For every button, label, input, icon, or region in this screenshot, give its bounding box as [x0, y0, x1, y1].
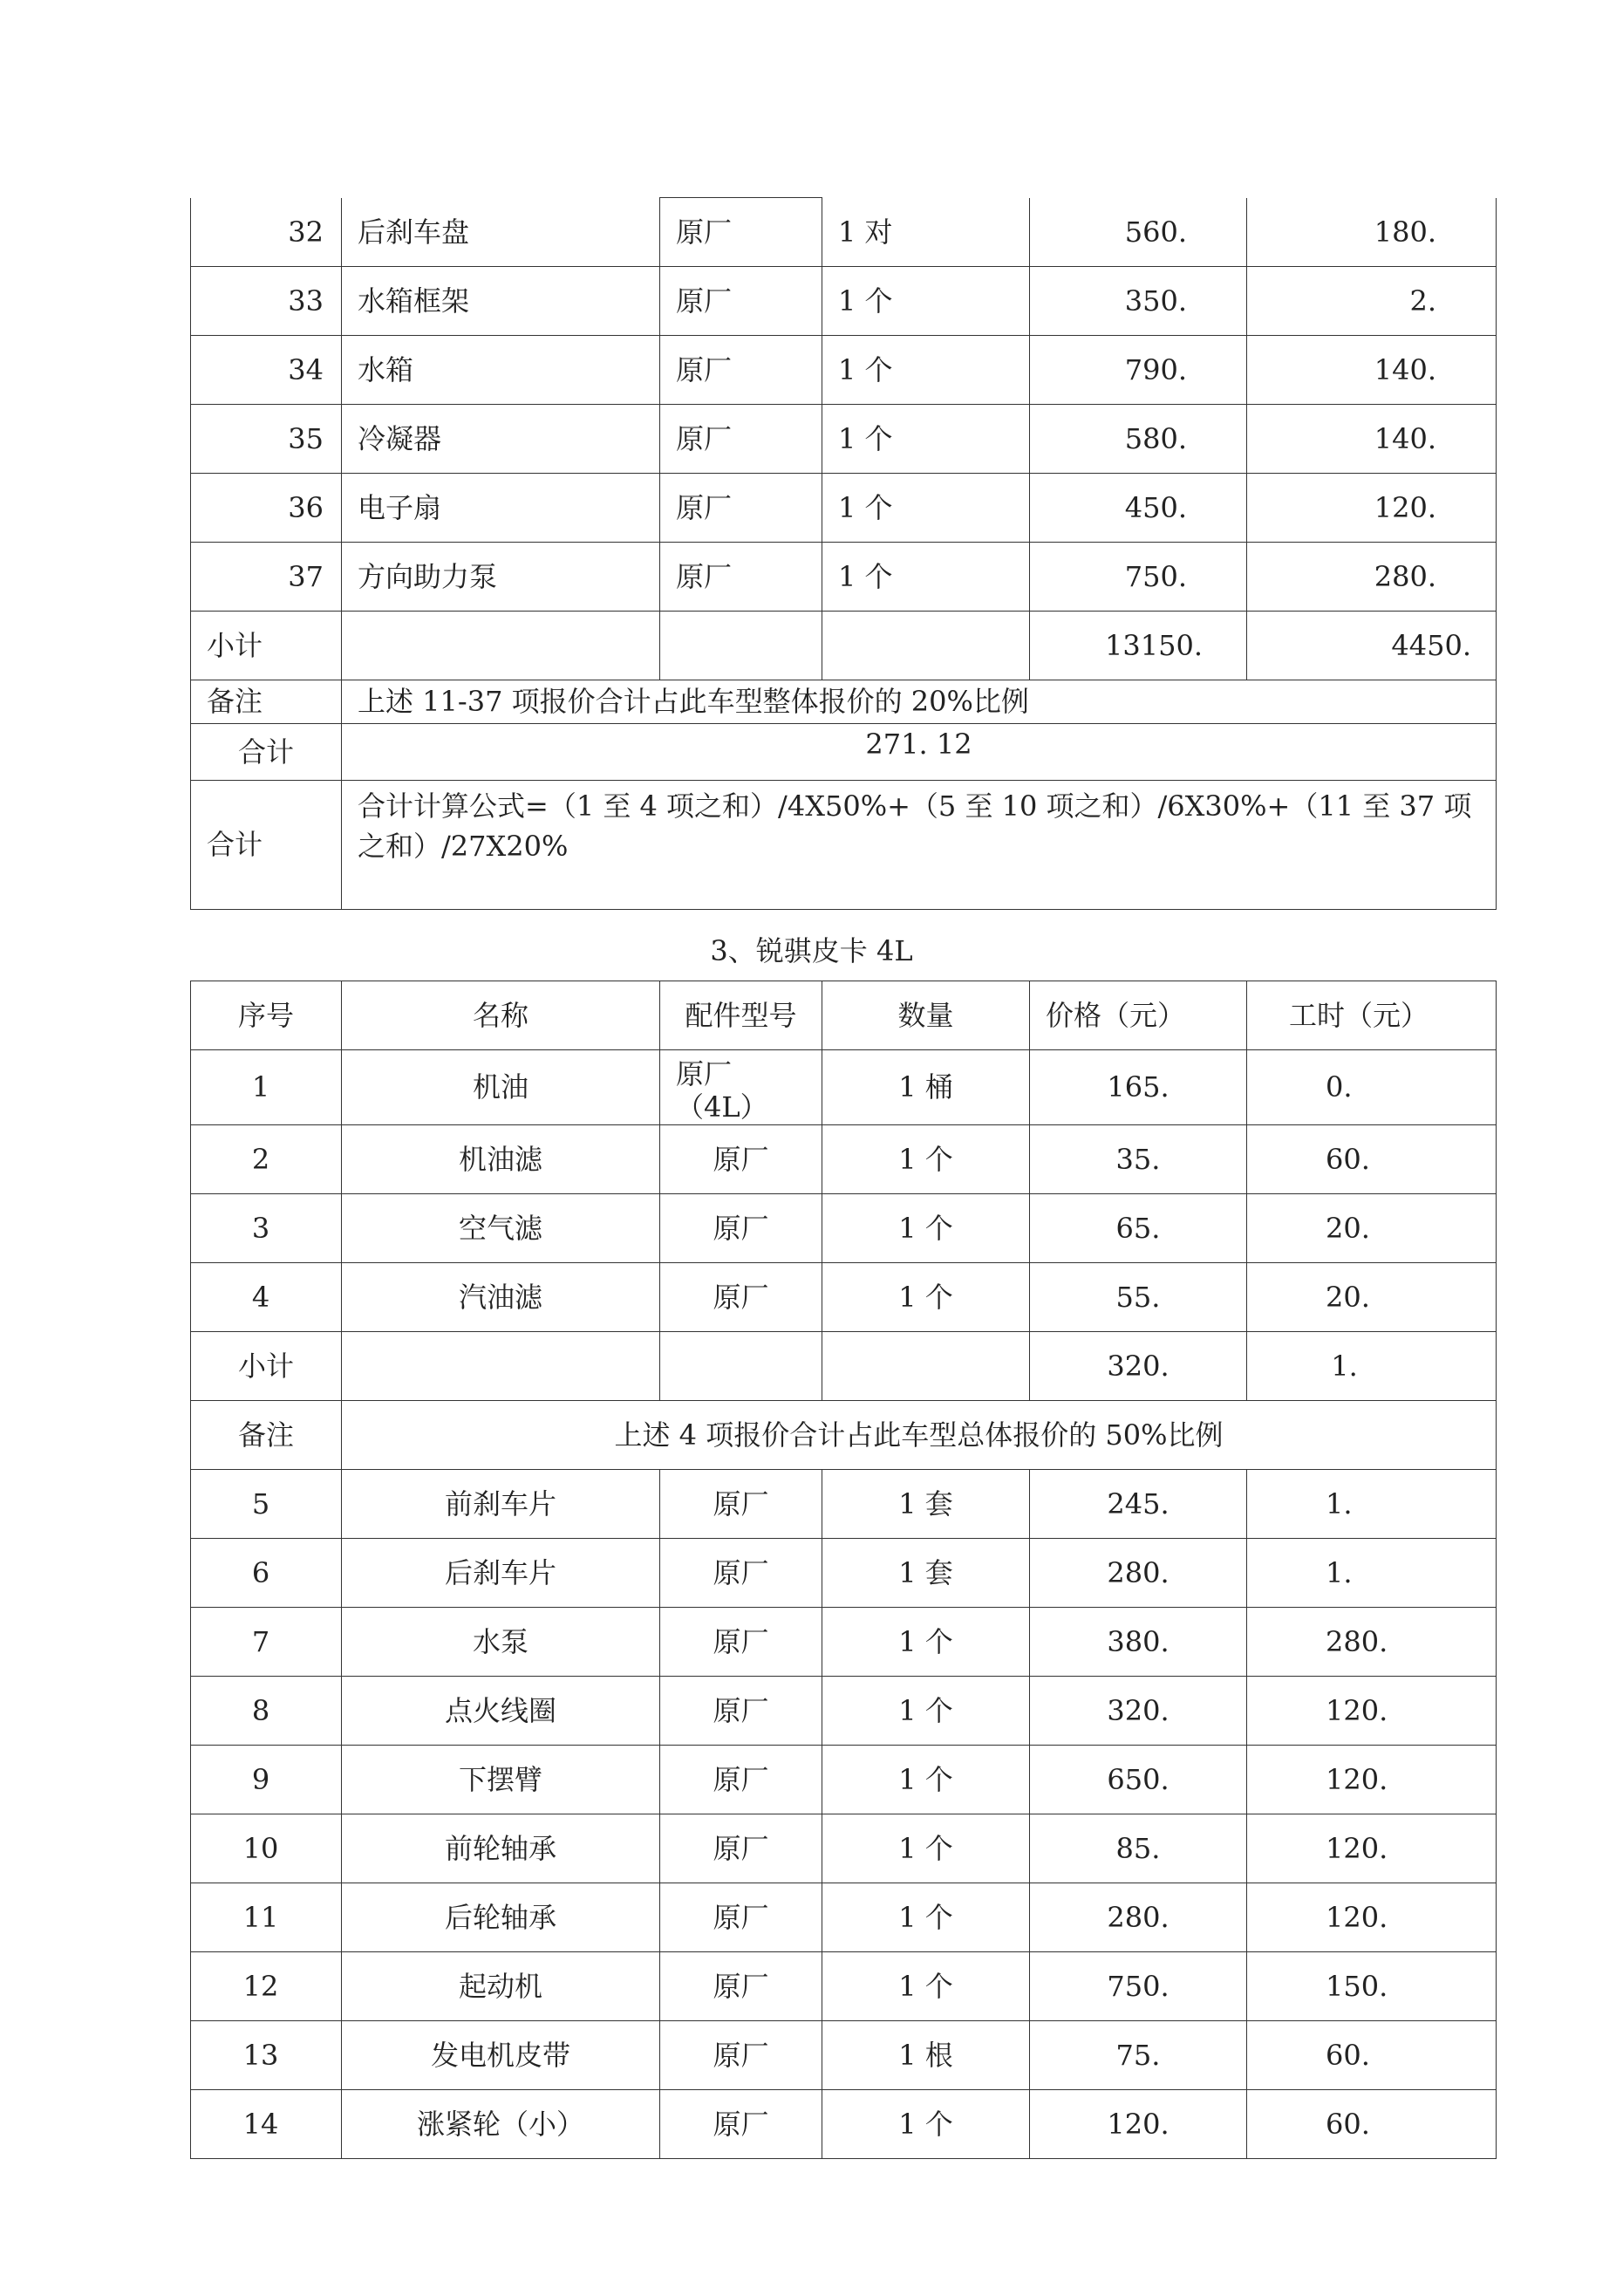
part-qty: 1 个 — [822, 543, 1030, 612]
part-qty: 1 个 — [822, 1814, 1030, 1883]
part-name: 汽油滤 — [342, 1262, 660, 1331]
part-name: 电子扇 — [342, 474, 660, 543]
part-qty: 1 套 — [822, 1538, 1030, 1607]
row-number: 33 — [191, 267, 342, 336]
part-price: 350. — [1030, 267, 1247, 336]
note-row — [191, 1400, 1497, 1469]
part-name: 发电机皮带 — [342, 2020, 660, 2089]
part-labor: 60. — [1247, 1124, 1497, 1193]
note-text: 上述 4 项报价合计占此车型总体报价的 50%比例 — [342, 1400, 1497, 1469]
subtotal-label: 小计 — [191, 612, 342, 680]
row-number: 5 — [191, 1469, 342, 1538]
part-type: 原厂 — [660, 1676, 822, 1745]
table-row — [191, 1814, 1497, 1883]
part-name: 方向助力泵 — [342, 543, 660, 612]
table-row — [191, 1745, 1497, 1814]
header-type: 配件型号 — [660, 981, 822, 1050]
part-name: 起动机 — [342, 1951, 660, 2020]
table-row — [191, 1883, 1497, 1951]
part-type: 原厂 — [660, 1262, 822, 1331]
part-labor: 1. — [1247, 1538, 1497, 1607]
part-name: 后刹车盘 — [342, 198, 660, 267]
table-row — [191, 198, 1497, 267]
row-number: 10 — [191, 1814, 342, 1883]
part-qty: 1 桶 — [822, 1050, 1030, 1125]
part-qty: 1 根 — [822, 2020, 1030, 2089]
table-row — [191, 2020, 1497, 2089]
part-type: 原厂 — [660, 1607, 822, 1676]
table-row — [191, 543, 1497, 612]
row-number: 7 — [191, 1607, 342, 1676]
part-type: 原厂 — [660, 1745, 822, 1814]
part-labor: 280. — [1247, 1607, 1497, 1676]
part-price: 450. — [1030, 474, 1247, 543]
header-labor: 工时（元） — [1247, 981, 1497, 1050]
part-qty: 1 个 — [822, 474, 1030, 543]
part-labor: 20. — [1247, 1193, 1497, 1262]
part-labor: 140. — [1247, 405, 1497, 474]
part-name: 涨紧轮（小） — [342, 2089, 660, 2158]
part-price: 165. — [1030, 1050, 1247, 1125]
part-qty: 1 个 — [822, 1262, 1030, 1331]
part-type: 原厂 — [660, 1469, 822, 1538]
part-type: 原厂 — [660, 267, 822, 336]
part-type: 原厂 — [660, 1538, 822, 1607]
header-row — [191, 981, 1497, 1050]
part-labor: 120. — [1247, 474, 1497, 543]
table-row — [191, 1050, 1497, 1125]
part-labor: 20. — [1247, 1262, 1497, 1331]
part-labor: 180. — [1247, 198, 1497, 267]
part-price: 75. — [1030, 2020, 1247, 2089]
part-price: 55. — [1030, 1262, 1247, 1331]
total-label: 合计 — [191, 724, 342, 781]
table-row — [191, 1469, 1497, 1538]
parts-table-continued — [190, 197, 1497, 910]
row-number: 37 — [191, 543, 342, 612]
part-qty: 1 个 — [822, 2089, 1030, 2158]
row-number: 32 — [191, 198, 342, 267]
parts-table-ruiqi — [190, 981, 1497, 2159]
total-value: 271. 12 — [342, 724, 1497, 781]
section-title: 3、锐骐皮卡 4L — [710, 934, 913, 967]
part-labor: 2. — [1247, 267, 1497, 336]
part-labor: 0. — [1247, 1050, 1497, 1125]
part-price: 560. — [1030, 198, 1247, 267]
part-name: 前刹车片 — [342, 1469, 660, 1538]
part-qty: 1 对 — [822, 198, 1030, 267]
part-labor: 150. — [1247, 1951, 1497, 2020]
row-number: 3 — [191, 1193, 342, 1262]
subtotal-price: 13150. — [1030, 612, 1247, 680]
part-type: 原厂 — [660, 1951, 822, 2020]
part-qty: 1 个 — [822, 1883, 1030, 1951]
part-type: 原厂 — [660, 2089, 822, 2158]
part-labor: 120. — [1247, 1883, 1497, 1951]
part-type: 原厂 — [660, 543, 822, 612]
part-name: 空气滤 — [342, 1193, 660, 1262]
header-qty: 数量 — [822, 981, 1030, 1050]
part-price: 120. — [1030, 2089, 1247, 2158]
part-price: 580. — [1030, 405, 1247, 474]
part-qty: 1 个 — [822, 1607, 1030, 1676]
formula-row — [191, 781, 1497, 910]
table-row — [191, 1262, 1497, 1331]
part-name: 前轮轴承 — [342, 1814, 660, 1883]
row-number: 35 — [191, 405, 342, 474]
part-price: 790. — [1030, 336, 1247, 405]
part-qty: 1 个 — [822, 267, 1030, 336]
part-labor: 60. — [1247, 2089, 1497, 2158]
note-row — [191, 680, 1497, 724]
part-name: 机油 — [342, 1050, 660, 1125]
part-type: 原厂 — [660, 2020, 822, 2089]
part-type: 原厂 — [660, 474, 822, 543]
row-number: 14 — [191, 2089, 342, 2158]
table-row — [191, 1124, 1497, 1193]
subtotal-row — [191, 612, 1497, 680]
table-row — [191, 267, 1497, 336]
part-price: 280. — [1030, 1883, 1247, 1951]
row-number: 1 — [191, 1050, 342, 1125]
part-name: 水箱 — [342, 336, 660, 405]
formula-text: 合计计算公式=（1 至 4 项之和）/4X50%+（5 至 10 项之和）/6X30%+（11 至 37 项 之和）/27X20% — [342, 781, 1497, 910]
subtotal-labor: 4450. — [1247, 612, 1497, 680]
part-type: 原厂 — [660, 336, 822, 405]
part-qty: 1 个 — [822, 1124, 1030, 1193]
table-row — [191, 1538, 1497, 1607]
part-type: 原厂 — [660, 1124, 822, 1193]
part-price: 380. — [1030, 1607, 1247, 1676]
part-qty: 1 个 — [822, 1745, 1030, 1814]
table-row — [191, 2089, 1497, 2158]
row-number: 36 — [191, 474, 342, 543]
part-type: 原厂 — [660, 1814, 822, 1883]
part-qty: 1 个 — [822, 405, 1030, 474]
part-type: 原厂（4L） — [660, 1050, 822, 1125]
part-price: 35. — [1030, 1124, 1247, 1193]
part-qty: 1 个 — [822, 336, 1030, 405]
row-number: 6 — [191, 1538, 342, 1607]
part-type: 原厂 — [660, 1883, 822, 1951]
row-number: 4 — [191, 1262, 342, 1331]
part-price: 65. — [1030, 1193, 1247, 1262]
part-qty: 1 个 — [822, 1193, 1030, 1262]
table-row — [191, 405, 1497, 474]
part-price: 280. — [1030, 1538, 1247, 1607]
part-qty: 1 套 — [822, 1469, 1030, 1538]
table-row — [191, 1607, 1497, 1676]
part-name: 机油滤 — [342, 1124, 660, 1193]
header-name: 名称 — [342, 981, 660, 1050]
part-type: 原厂 — [660, 1193, 822, 1262]
part-name: 下摆臂 — [342, 1745, 660, 1814]
part-name: 后刹车片 — [342, 1538, 660, 1607]
formula-label: 合计 — [191, 781, 342, 910]
part-name: 后轮轴承 — [342, 1883, 660, 1951]
part-labor: 120. — [1247, 1745, 1497, 1814]
table-row — [191, 336, 1497, 405]
table-row — [191, 474, 1497, 543]
header-price: 价格（元） — [1030, 981, 1247, 1050]
part-labor: 1. — [1247, 1469, 1497, 1538]
table-row — [191, 1676, 1497, 1745]
part-type: 原厂 — [660, 405, 822, 474]
table-row — [191, 1951, 1497, 2020]
part-name: 水泵 — [342, 1607, 660, 1676]
table-row — [191, 1193, 1497, 1262]
header-no: 序号 — [191, 981, 342, 1050]
row-number: 9 — [191, 1745, 342, 1814]
row-number: 13 — [191, 2020, 342, 2089]
subtotal-labor: 1. — [1247, 1331, 1497, 1400]
part-labor: 60. — [1247, 2020, 1497, 2089]
note-label: 备注 — [191, 680, 342, 724]
total-row — [191, 724, 1497, 781]
part-price: 750. — [1030, 1951, 1247, 2020]
part-name: 水箱框架 — [342, 267, 660, 336]
row-number: 34 — [191, 336, 342, 405]
part-type: 原厂 — [660, 198, 822, 267]
part-labor: 280. — [1247, 543, 1497, 612]
subtotal-label: 小计 — [191, 1331, 342, 1400]
subtotal-row — [191, 1331, 1497, 1400]
row-number: 8 — [191, 1676, 342, 1745]
row-number: 11 — [191, 1883, 342, 1951]
part-price: 85. — [1030, 1814, 1247, 1883]
part-price: 320. — [1030, 1676, 1247, 1745]
part-price: 650. — [1030, 1745, 1247, 1814]
part-name: 冷凝器 — [342, 405, 660, 474]
part-qty: 1 个 — [822, 1676, 1030, 1745]
part-labor: 140. — [1247, 336, 1497, 405]
note-text: 上述 11-37 项报价合计占此车型整体报价的 20%比例 — [342, 680, 1497, 724]
part-labor: 120. — [1247, 1676, 1497, 1745]
note-label: 备注 — [191, 1400, 342, 1469]
subtotal-price: 320. — [1030, 1331, 1247, 1400]
row-number: 2 — [191, 1124, 342, 1193]
part-labor: 120. — [1247, 1814, 1497, 1883]
part-price: 245. — [1030, 1469, 1247, 1538]
part-price: 750. — [1030, 543, 1247, 612]
part-qty: 1 个 — [822, 1951, 1030, 2020]
part-name: 点火线圈 — [342, 1676, 660, 1745]
row-number: 12 — [191, 1951, 342, 2020]
